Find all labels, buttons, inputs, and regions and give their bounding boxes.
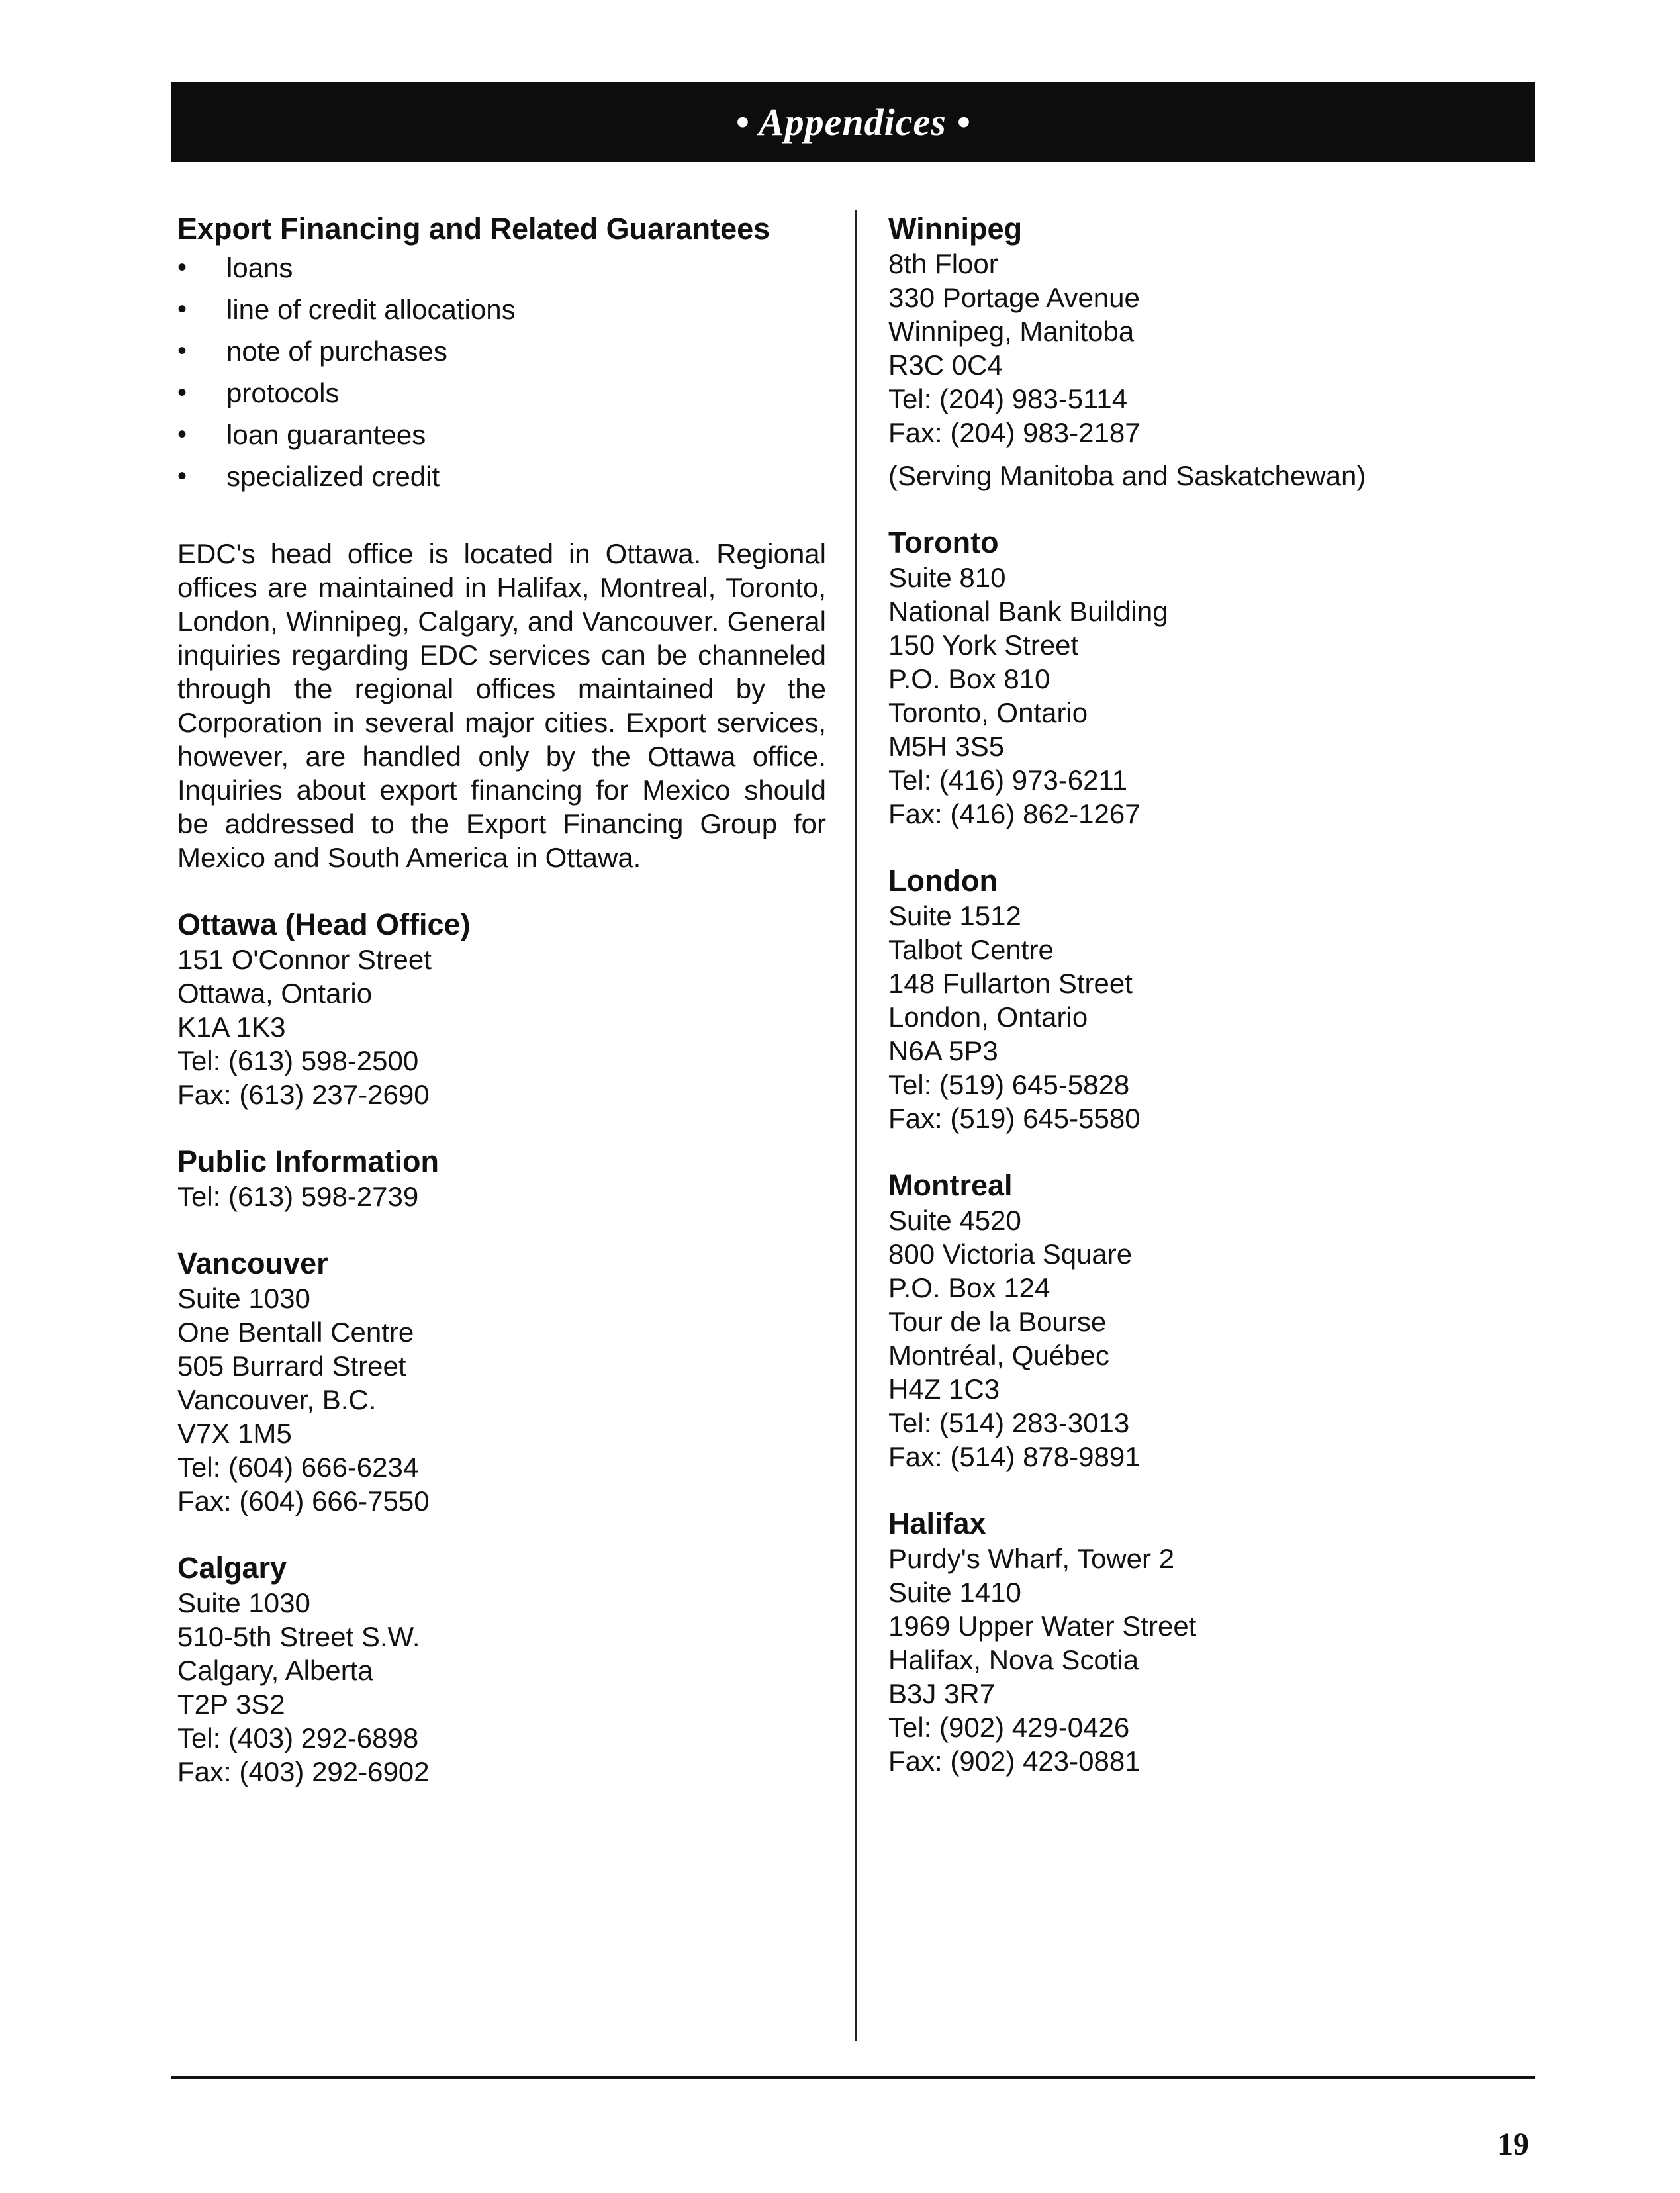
office-line: B3J 3R7 — [888, 1678, 996, 1709]
office-line: T2P 3S2 — [177, 1689, 285, 1720]
office-line: Fax: (403) 292-6902 — [177, 1756, 430, 1787]
office-line: 150 York Street — [888, 630, 1079, 661]
office-line: Fax: (902) 423-0881 — [888, 1746, 1141, 1777]
office-line: Montréal, Québec — [888, 1340, 1109, 1371]
office-line: Suite 1030 — [177, 1587, 310, 1618]
right-column — [888, 210, 1550, 1778]
office-line: Purdy's Wharf, Tower 2 — [888, 1543, 1175, 1574]
office-montreal — [888, 1167, 1550, 1473]
office-line: 1969 Upper Water Street — [888, 1610, 1197, 1642]
office-name: Public Information — [177, 1144, 440, 1178]
office-name: London — [888, 864, 998, 898]
office-halifax — [888, 1505, 1550, 1778]
office-line: Fax: (416) 862-1267 — [888, 798, 1141, 829]
office-line: Fax: (519) 645-5580 — [888, 1103, 1141, 1134]
office-line: Fax: (613) 237-2690 — [177, 1079, 430, 1110]
office-line: M5H 3S5 — [888, 731, 1005, 762]
office-name: Vancouver — [177, 1246, 328, 1280]
office-line: National Bank Building — [888, 596, 1168, 627]
office-name: Winnipeg — [888, 212, 1023, 246]
office-line: Suite 1512 — [888, 900, 1021, 931]
office-line: Tel: (613) 598-2500 — [177, 1045, 419, 1076]
office-winnipeg — [888, 210, 1550, 492]
office-london — [888, 863, 1550, 1135]
office-line: One Bentall Centre — [177, 1317, 414, 1348]
office-line: Halifax, Nova Scotia — [888, 1644, 1139, 1675]
office-line: 330 Portage Avenue — [888, 282, 1140, 313]
left-column — [177, 210, 826, 1789]
office-line: Fax: (204) 983-2187 — [888, 417, 1141, 448]
office-line: H4Z 1C3 — [888, 1374, 1000, 1405]
office-line: Tel: (604) 666-6234 — [177, 1452, 419, 1483]
office-line: Tel: (519) 645-5828 — [888, 1069, 1130, 1100]
list-item: • line of credit allocations — [177, 289, 826, 330]
office-name: Toronto — [888, 526, 999, 559]
office-calgary — [177, 1550, 826, 1789]
office-line: Toronto, Ontario — [888, 697, 1088, 728]
office-line: Tel: (514) 283-3013 — [888, 1407, 1130, 1438]
list-item: • loans — [177, 247, 826, 289]
office-name: Halifax — [888, 1507, 986, 1540]
office-line: Suite 810 — [888, 562, 1006, 593]
office-line: Tour de la Bourse — [888, 1306, 1107, 1337]
office-note: (Serving Manitoba and Saskatchewan) — [888, 460, 1366, 491]
office-line: P.O. Box 124 — [888, 1272, 1050, 1303]
office-line: London, Ontario — [888, 1002, 1088, 1033]
page-number: 19 — [1497, 2127, 1529, 2162]
office-ottawa — [177, 906, 826, 1111]
office-line: 8th Floor — [888, 248, 998, 279]
office-line: Tel: (613) 598-2739 — [177, 1181, 419, 1212]
office-line: Suite 1030 — [177, 1283, 310, 1314]
office-line: Fax: (604) 666-7550 — [177, 1485, 430, 1516]
office-line: R3C 0C4 — [888, 350, 1003, 381]
office-line: 510-5th Street S.W. — [177, 1621, 420, 1652]
financing-heading: Export Financing and Related Guarantees — [177, 212, 770, 246]
list-item: • note of purchases — [177, 330, 826, 372]
financing-list — [177, 247, 826, 497]
office-line: 148 Fullarton Street — [888, 968, 1133, 999]
office-line: P.O. Box 810 — [888, 663, 1050, 694]
office-line: 151 O'Connor Street — [177, 944, 432, 975]
office-toronto — [888, 524, 1550, 831]
list-item: • loan guarantees — [177, 414, 826, 455]
list-item: • protocols — [177, 372, 826, 414]
office-line: 505 Burrard Street — [177, 1350, 406, 1381]
office-line: Talbot Centre — [888, 934, 1054, 965]
section-banner — [171, 82, 1535, 162]
office-line: Ottawa, Ontario — [177, 978, 373, 1009]
column-divider — [855, 210, 857, 2041]
office-line: Tel: (416) 973-6211 — [888, 765, 1128, 796]
banner-title: • Appendices • — [735, 100, 971, 144]
footer-rule — [171, 2076, 1535, 2079]
office-line: Fax: (514) 878-9891 — [888, 1441, 1141, 1472]
office-line: Vancouver, B.C. — [177, 1384, 377, 1415]
office-line: Tel: (204) 983-5114 — [888, 383, 1128, 414]
office-line: Winnipeg, Manitoba — [888, 316, 1135, 347]
list-item: • specialized credit — [177, 455, 826, 497]
office-name: Montreal — [888, 1168, 1013, 1202]
office-line: Suite 1410 — [888, 1577, 1021, 1608]
intro-paragraph: EDC's head office is located in Ottawa. Regional offices are maintained in Halifax, Montreal, Toronto, London, Winnipeg, Calgary, and Vancouver. General inquiries regarding EDC services can be channeled through the regional offices maintained by the Corporation in several major cities. Export services, however, are handled only by the Ottawa office. Inquiries about export financing for Mexico should be addressed to the Export Financing Group for Mexico and South America in Ottawa. — [177, 538, 826, 873]
office-line: Suite 4520 — [888, 1205, 1021, 1236]
office-name: Calgary — [177, 1551, 287, 1585]
office-line: 800 Victoria Square — [888, 1238, 1133, 1270]
office-line: V7X 1M5 — [177, 1418, 292, 1449]
office-line: Tel: (902) 429-0426 — [888, 1712, 1130, 1743]
office-vancouver — [177, 1245, 826, 1518]
office-name: Ottawa (Head Office) — [177, 908, 471, 941]
office-line: N6A 5P3 — [888, 1035, 998, 1066]
office-line: Calgary, Alberta — [177, 1655, 373, 1686]
office-line: Tel: (403) 292-6898 — [177, 1722, 419, 1753]
office-line: K1A 1K3 — [177, 1011, 286, 1043]
office-public-information — [177, 1143, 826, 1213]
